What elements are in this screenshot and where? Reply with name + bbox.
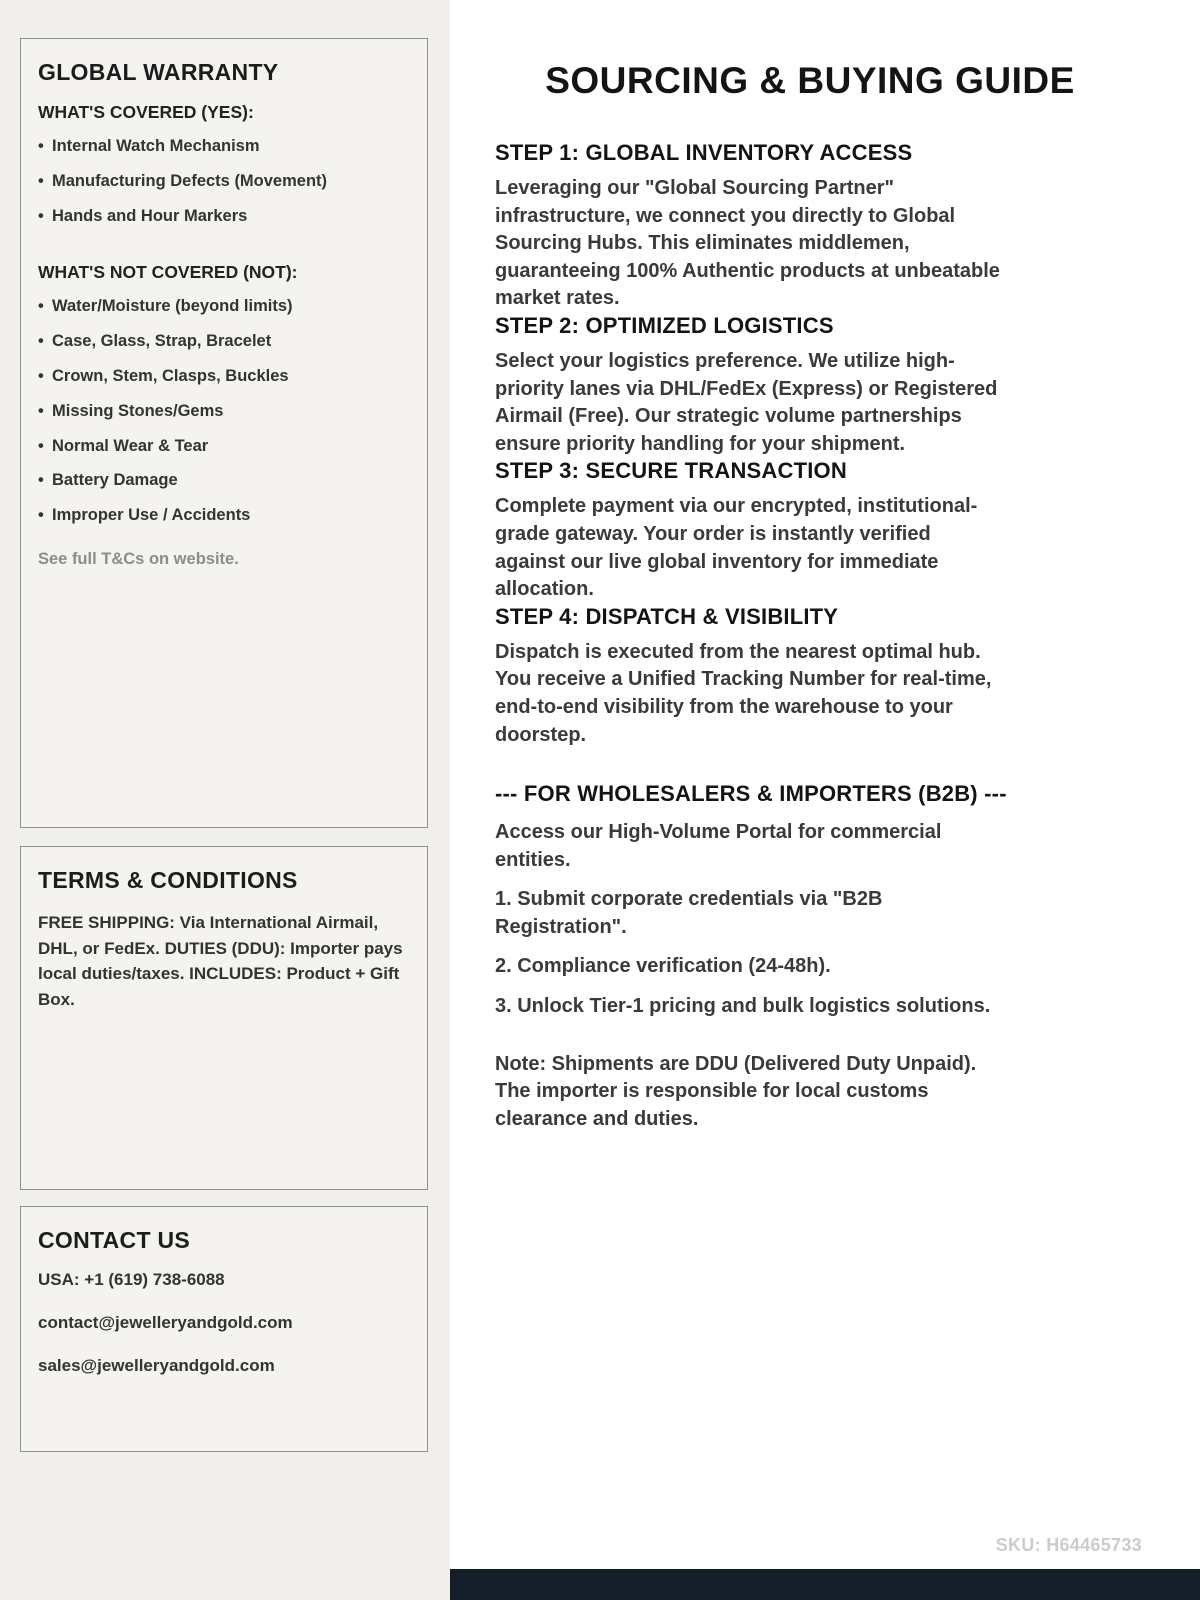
step-4-heading: STEP 4: DISPATCH & VISIBILITY bbox=[495, 603, 839, 629]
b2b-item: 2. Compliance verification (24-48h). bbox=[495, 955, 831, 978]
covered-list bbox=[38, 137, 410, 226]
covered-item: • Hands and Hour Markers bbox=[38, 207, 410, 227]
not-covered-item: • Water/Moisture (beyond limits) bbox=[38, 297, 410, 317]
step-2-heading: STEP 2: OPTIMIZED LOGISTICS bbox=[495, 312, 834, 338]
step-1-section bbox=[495, 140, 1140, 313]
contact-email-primary: contact@jewelleryandgold.com bbox=[38, 1313, 293, 1332]
covered-item: • Internal Watch Mechanism bbox=[38, 137, 410, 157]
step-2-body: Select your logistics preference. We utilize high-priority lanes via DHL/FedEx (Express) or Registered Airmail (Free). Our strategic volume partnerships ensure priority handling for your shipment. bbox=[495, 349, 998, 455]
step-3-heading: STEP 3: SECURE TRANSACTION bbox=[495, 458, 847, 484]
not-covered-item: • Case, Glass, Strap, Bracelet bbox=[38, 332, 410, 352]
not-covered-item: • Crown, Stem, Clasps, Buckles bbox=[38, 367, 410, 387]
b2b-section bbox=[495, 781, 1140, 1133]
terms-box bbox=[20, 846, 428, 1190]
contact-box bbox=[20, 1206, 428, 1452]
warranty-title: GLOBAL WARRANTY bbox=[38, 59, 279, 85]
terms-title: TERMS & CONDITIONS bbox=[38, 867, 298, 893]
b2b-intro: Access our High-Volume Portal for commercial entities. bbox=[495, 821, 942, 871]
guide-title: SOURCING & BUYING GUIDE bbox=[545, 60, 1075, 101]
covered-item: • Manufacturing Defects (Movement) bbox=[38, 172, 410, 192]
sku-label: SKU: H64465733 bbox=[995, 1535, 1142, 1555]
not-covered-item: • Battery Damage bbox=[38, 471, 410, 491]
sidebar bbox=[0, 0, 450, 1600]
footer-bar bbox=[450, 1569, 1200, 1600]
not-covered-list bbox=[38, 297, 410, 526]
step-1-heading: STEP 1: GLOBAL INVENTORY ACCESS bbox=[495, 140, 913, 165]
step-1-body: Leveraging our "Global Sourcing Partner" infrastructure, we connect you directly to Global Sourcing Hubs. This eliminates middlemen, guaranteeing 100% Authentic products at unbeatable market rates. bbox=[495, 177, 1000, 310]
main-content bbox=[450, 0, 1200, 1600]
step-2-section bbox=[495, 313, 1140, 458]
warranty-footnote: See full T&Cs on website. bbox=[38, 549, 239, 568]
not-covered-heading: WHAT'S NOT COVERED (NOT): bbox=[38, 262, 298, 283]
not-covered-item: • Missing Stones/Gems bbox=[38, 402, 410, 422]
step-4-body: Dispatch is executed from the nearest optimal hub. You receive a Unified Tracking Number for real-time, end-to-end visibility from the warehouse to your doorstep. bbox=[495, 640, 992, 746]
terms-body: FREE SHIPPING: Via International Airmail, DHL, or FedEx. DUTIES (DDU): Importer pays local duties/taxes. INCLUDES: Product + Gift Box. bbox=[38, 913, 403, 1009]
b2b-item: 1. Submit corporate credentials via "B2B Registration". bbox=[495, 888, 883, 938]
contact-email-sales: sales@jewelleryandgold.com bbox=[38, 1356, 275, 1375]
step-4-section bbox=[495, 604, 1140, 749]
warranty-box bbox=[20, 38, 428, 828]
b2b-item: 3. Unlock Tier-1 pricing and bulk logistics solutions. bbox=[495, 995, 991, 1018]
contact-phone: USA: +1 (619) 738-6088 bbox=[38, 1270, 225, 1289]
not-covered-item: • Normal Wear & Tear bbox=[38, 437, 410, 457]
step-3-body: Complete payment via our encrypted, institutional-grade gateway. Your order is instantly verified against our live global inventory for immediate allocation. bbox=[495, 495, 978, 601]
not-covered-item: • Improper Use / Accidents bbox=[38, 506, 410, 526]
b2b-note: Note: Shipments are DDU (Delivered Duty Unpaid). The importer is responsible for local customs clearance and duties. bbox=[495, 1052, 977, 1130]
contact-title: CONTACT US bbox=[38, 1227, 191, 1253]
covered-heading: WHAT'S COVERED (YES): bbox=[38, 102, 254, 122]
b2b-heading: --- FOR WHOLESALERS & IMPORTERS (B2B) --- bbox=[495, 781, 1007, 807]
step-3-section bbox=[495, 458, 1140, 603]
